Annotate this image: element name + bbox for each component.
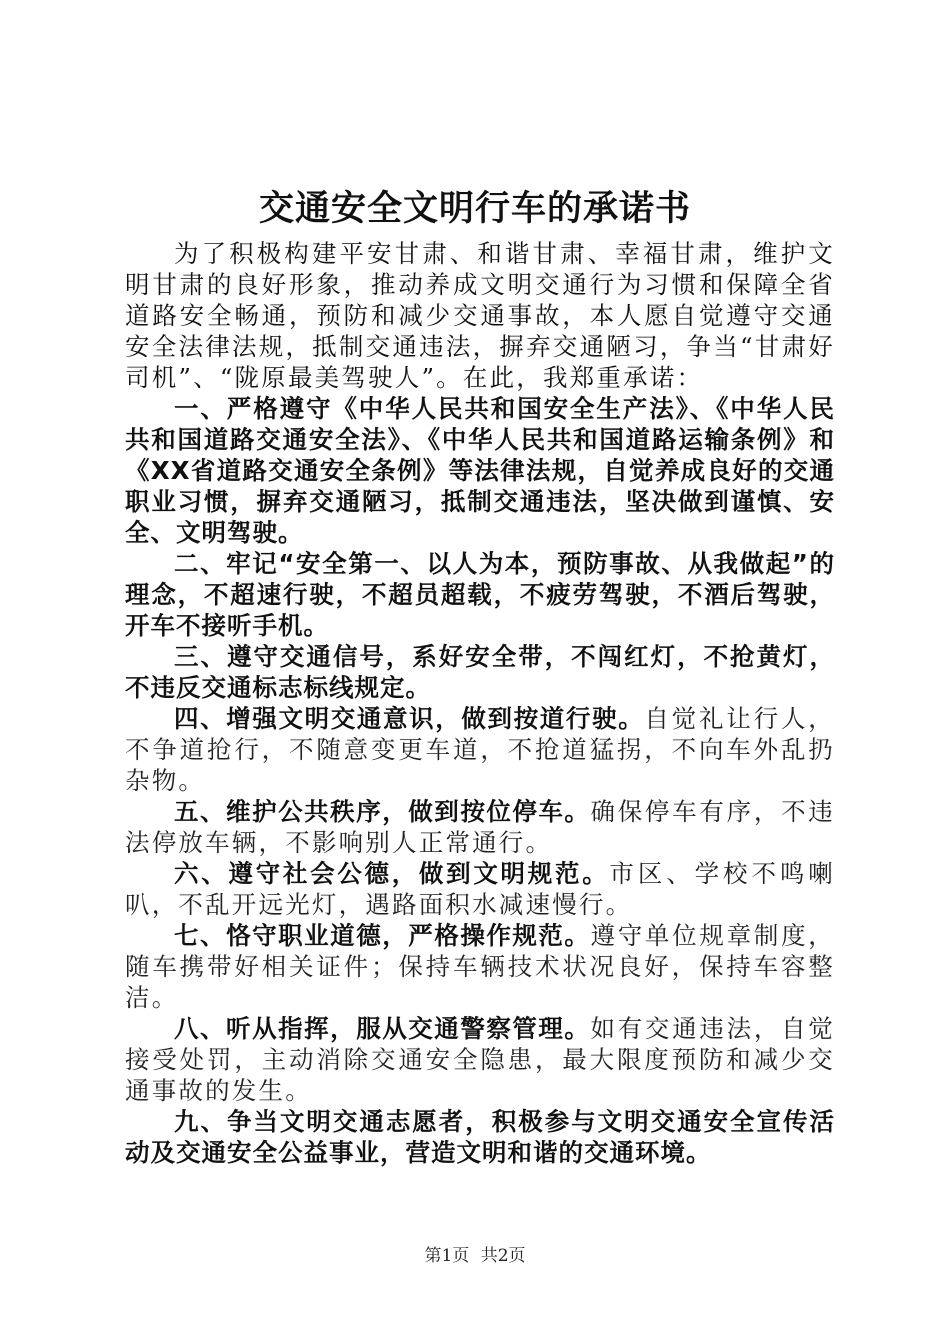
pledge-item-4 <box>125 703 835 796</box>
pledge-item-6-detail: 市区、学校不鸣喇叭，不乱开远光灯，遇路面积水减速慢行。 <box>125 859 835 919</box>
pledge-item-9-lead: 九、争当文明交通志愿者，积极参与文明交通安全宣传活动及交通安全公益事业，营造文明和谐的交通环境。 <box>125 1107 835 1167</box>
pledge-item-8-lead: 八、听从指挥，服从交通警察管理。 <box>174 1014 591 1043</box>
pledge-item-1-lead: 一、严格遵守《中华人民共和国安全生产法》、《中华人民共和国道路交通安全法》、《中华人民共和国道路运输条例》和《XX省道路交通安全条例》等法律法规，自觉养成良好的交通职业习惯，摒弃交通陋习，抵制交通违法，坚决做到谨慎、安全、文明驾驶。 <box>125 394 835 547</box>
pledge-item-8-detail: 如有交通违法，自觉接受处罚，主动消除交通安全隐患，最大限度预防和减少交通事故的发生。 <box>125 1014 835 1105</box>
pledge-item-2 <box>125 548 835 641</box>
pledge-item-9 <box>125 1106 835 1168</box>
pledge-item-2-lead: 二、牢记“安全第一、以人为本，预防事故、从我做起”的理念，不超速行驶，不超员超载，不疲劳驾驶，不酒后驾驶，开车不接听手机。 <box>125 549 835 640</box>
page-footer <box>0 1244 950 1268</box>
page-total: 共2页 <box>480 1246 526 1266</box>
pledge-item-7-detail: 遵守单位规章制度，随车携带好相关证件；保持车辆技术状况良好，保持车容整洁。 <box>125 921 835 1012</box>
pledge-item-5 <box>125 796 835 858</box>
pledge-item-4-lead: 四、增强文明交通意识，做到按道行驶。 <box>174 704 645 733</box>
pledge-item-6 <box>125 858 835 920</box>
pledge-item-5-detail: 确保停车有序，不违法停放车辆，不影响别人正常通行。 <box>125 797 835 857</box>
intro-paragraph: 为了积极构建平安甘肃、和谐甘肃、幸福甘肃，维护文明甘肃的良好形象，推动养成文明交通行为习惯和保障全省道路安全畅通，预防和减少交通事故，本人愿自觉遵守交通安全法律法规，抵制交通违法，摒弃交通陋习，争当“甘肃好司机”、“陇原最美驾驶人”。在此，我郑重承诺： <box>125 239 835 392</box>
pledge-item-8 <box>125 1013 835 1106</box>
pledge-item-7-lead: 七、恪守职业道德，严格操作规范。 <box>174 921 591 950</box>
pledge-item-6-lead: 六、遵守社会公德，做到文明规范。 <box>174 859 610 888</box>
pledge-item-7 <box>125 920 835 1013</box>
pledge-item-4-detail: 自觉礼让行人，不争道抢行，不随意变更车道，不抢道猛拐，不向车外乱扔杂物。 <box>125 704 836 795</box>
pledge-item-5-lead: 五、维护公共秩序，做到按位停车。 <box>174 797 591 826</box>
pledge-item-3-lead: 三、遵守交通信号，系好安全带，不闯红灯，不抢黄灯，不违反交通标志标线规定。 <box>125 642 835 702</box>
document-body <box>125 238 835 1168</box>
pledge-item-1 <box>125 393 835 548</box>
page-number: 第1页 <box>424 1246 470 1266</box>
document-title: 交通安全文明行车的承诺书 <box>258 188 691 229</box>
pledge-item-3 <box>125 641 835 703</box>
